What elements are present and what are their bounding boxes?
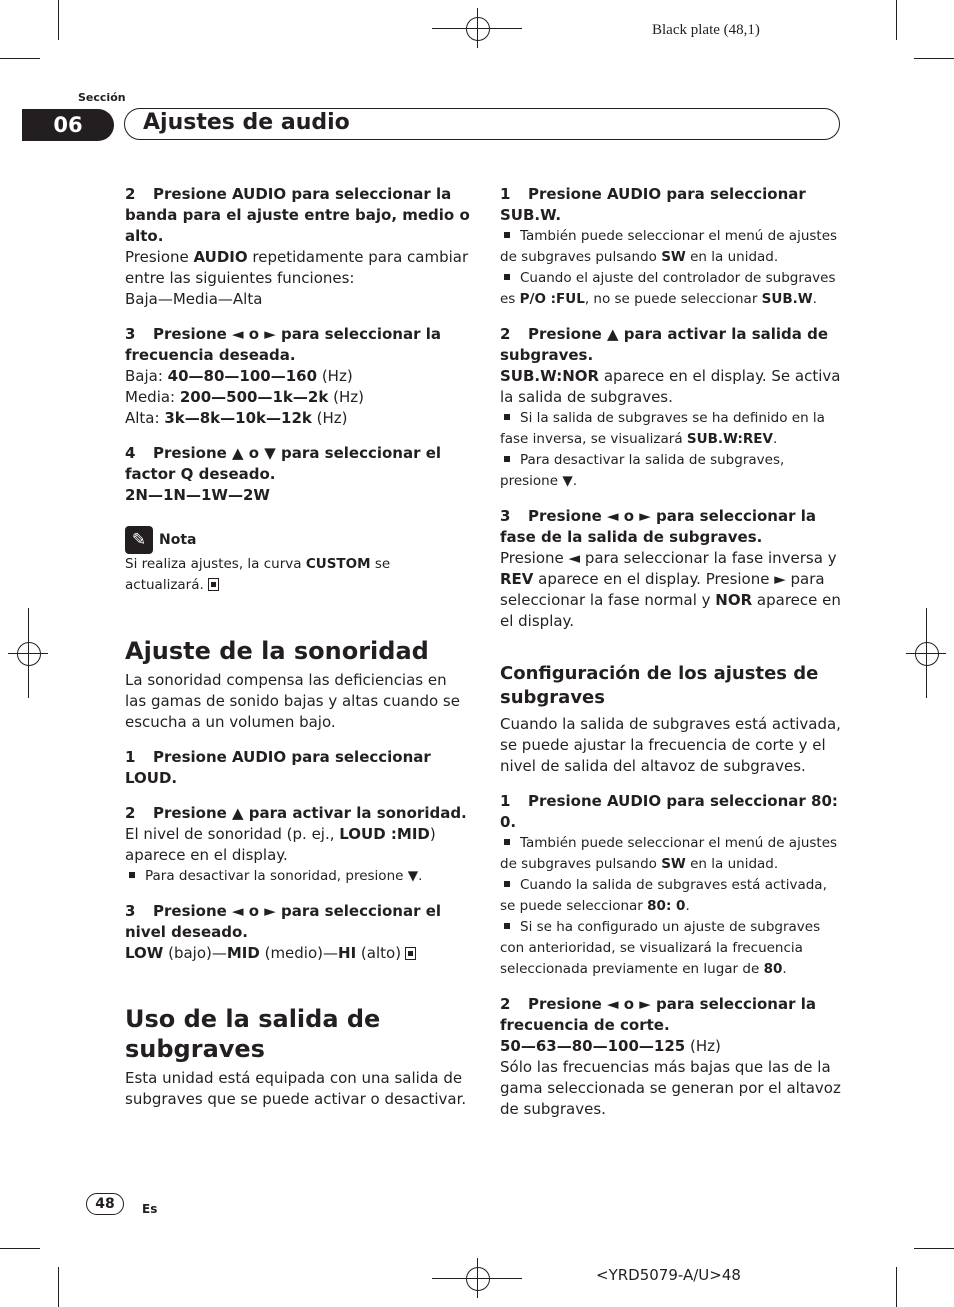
note-header xyxy=(125,526,470,554)
step-body: Presione ◄ para seleccionar la fase inversa y REV aparece en el display. Presione ► para seleccionar la fase normal y NOR aparece en el display. xyxy=(500,549,841,630)
registration-circle xyxy=(915,642,939,666)
left-column xyxy=(125,184,470,1110)
paragraph: La sonoridad compensa las deficiencias en las gamas de sonido bajas y altas cuando se escucha a un volumen bajo. xyxy=(125,671,460,731)
step-title: 1 Presione AUDIO para seleccionar LOUD. xyxy=(125,748,431,787)
bullet-item: Si se ha configurado un ajuste de subgraves con anterioridad, se visualizará la frecuencia seleccionada previamente en lugar de 80. xyxy=(500,919,821,977)
end-mark-icon xyxy=(405,947,416,960)
plate-label: Black plate (48,1) xyxy=(652,22,760,38)
step-title: 2 Presione ◄ o ► para seleccionar la frecuencia de corte. xyxy=(500,995,816,1034)
crop-mark xyxy=(0,58,40,59)
right-column xyxy=(500,184,845,1120)
step-body: El nivel de sonoridad (p. ej., LOUD :MID) aparece en el display. xyxy=(125,825,436,864)
step-body: SUB.W:NOR aparece en el display. Se activa la salida de subgraves. xyxy=(500,367,841,406)
note-body: Si realiza ajustes, la curva CUSTOM se actualizará. xyxy=(125,556,391,593)
step-title: 2 Presione ▲ para activar la salida de subgraves. xyxy=(500,325,829,364)
heading-configuracion: Configuración de los ajustes de subgraves xyxy=(500,663,819,708)
step-title: 3 Presione ◄ o ► para seleccionar el nivel deseado. xyxy=(125,902,442,941)
registration-circle xyxy=(17,642,41,666)
level-sequence: LOW (bajo)—MID (medio)—HI (alto) xyxy=(125,943,470,964)
crop-mark xyxy=(0,1248,40,1249)
bullet-item: Cuando la salida de subgraves está activada, se puede seleccionar 80: 0. xyxy=(500,877,827,914)
step-title: 4 Presione ▲ o ▼ para seleccionar el factor Q deseado. xyxy=(125,444,442,483)
note-label: Nota xyxy=(159,531,197,548)
heading-subgraves: Uso de la salida de subgraves xyxy=(125,1005,381,1063)
freq-sequence: 50—63—80—100—125 (Hz) xyxy=(500,1037,721,1055)
crop-mark xyxy=(896,1267,897,1307)
page-number: 48 xyxy=(86,1193,124,1215)
step-sequence: Baja—Media—Alta xyxy=(125,290,263,308)
crop-mark xyxy=(914,1248,954,1249)
step-title: 1 Presione AUDIO para seleccionar SUB.W. xyxy=(500,185,806,224)
bullet-item: También puede seleccionar el menú de ajustes de subgraves pulsando SW en la unidad. xyxy=(500,835,838,872)
paragraph: Cuando la salida de subgraves está activada, se puede ajustar la frecuencia de corte y el nivel de salida del altavoz de subgraves. xyxy=(500,715,841,775)
bullet-item: Cuando el ajuste del controlador de subgraves es P/O :FUL, no se puede seleccionar SUB.W. xyxy=(500,270,836,307)
crop-mark xyxy=(58,1267,59,1307)
step-body: Sólo las frecuencias más bajas que las de la gama seleccionada se generan por el altavoz de subgraves. xyxy=(500,1058,841,1118)
bullet-item: También puede seleccionar el menú de ajustes de subgraves pulsando SW en la unidad. xyxy=(500,228,838,265)
freq-alta: Alta: 3k—8k—10k—12k (Hz) xyxy=(125,409,348,427)
section-label: Sección xyxy=(78,91,126,104)
pencil-icon: ✎ xyxy=(125,526,153,554)
crop-mark xyxy=(896,0,897,40)
section-number: 06 xyxy=(22,109,114,141)
heading-sonoridad: Ajuste de la sonoridad xyxy=(125,637,429,665)
step-title: 3 Presione ◄ o ► para seleccionar la fase de la salida de subgraves. xyxy=(500,507,816,546)
bullet-item: Para desactivar la salida de subgraves, presione ▼. xyxy=(500,452,785,489)
section-title: Ajustes de audio xyxy=(143,110,350,135)
crop-mark xyxy=(914,58,954,59)
paragraph: Esta unidad está equipada con una salida de subgraves que se puede activar o desactivar. xyxy=(125,1069,467,1108)
step-sequence: 2N—1N—1W—2W xyxy=(125,486,270,504)
freq-baja: Baja: 40—80—100—160 (Hz) xyxy=(125,367,353,385)
step-title: 3 Presione ◄ o ► para seleccionar la frecuencia deseada. xyxy=(125,325,441,364)
step-title: 2 Presione AUDIO para seleccionar la banda para el ajuste entre bajo, medio o alto. xyxy=(125,185,470,245)
registration-circle xyxy=(466,1267,490,1291)
step-title: 2 Presione ▲ para activar la sonoridad. xyxy=(125,804,467,822)
end-mark-icon xyxy=(208,578,219,591)
freq-media: Media: 200—500—1k—2k (Hz) xyxy=(125,388,364,406)
bullet-item: Para desactivar la sonoridad, presione ▼. xyxy=(125,866,470,887)
document-code: <YRD5079-A/U>48 xyxy=(596,1266,741,1284)
bullet-item: Si la salida de subgraves se ha definido en la fase inversa, se visualizará SUB.W:REV. xyxy=(500,410,825,447)
crop-mark xyxy=(58,0,59,40)
language-code: Es xyxy=(142,1202,158,1216)
step-body: Presione AUDIO repetidamente para cambiar entre las siguientes funciones: xyxy=(125,248,469,287)
registration-circle xyxy=(466,17,490,41)
step-title: 1 Presione AUDIO para seleccionar 80: 0. xyxy=(500,792,838,831)
